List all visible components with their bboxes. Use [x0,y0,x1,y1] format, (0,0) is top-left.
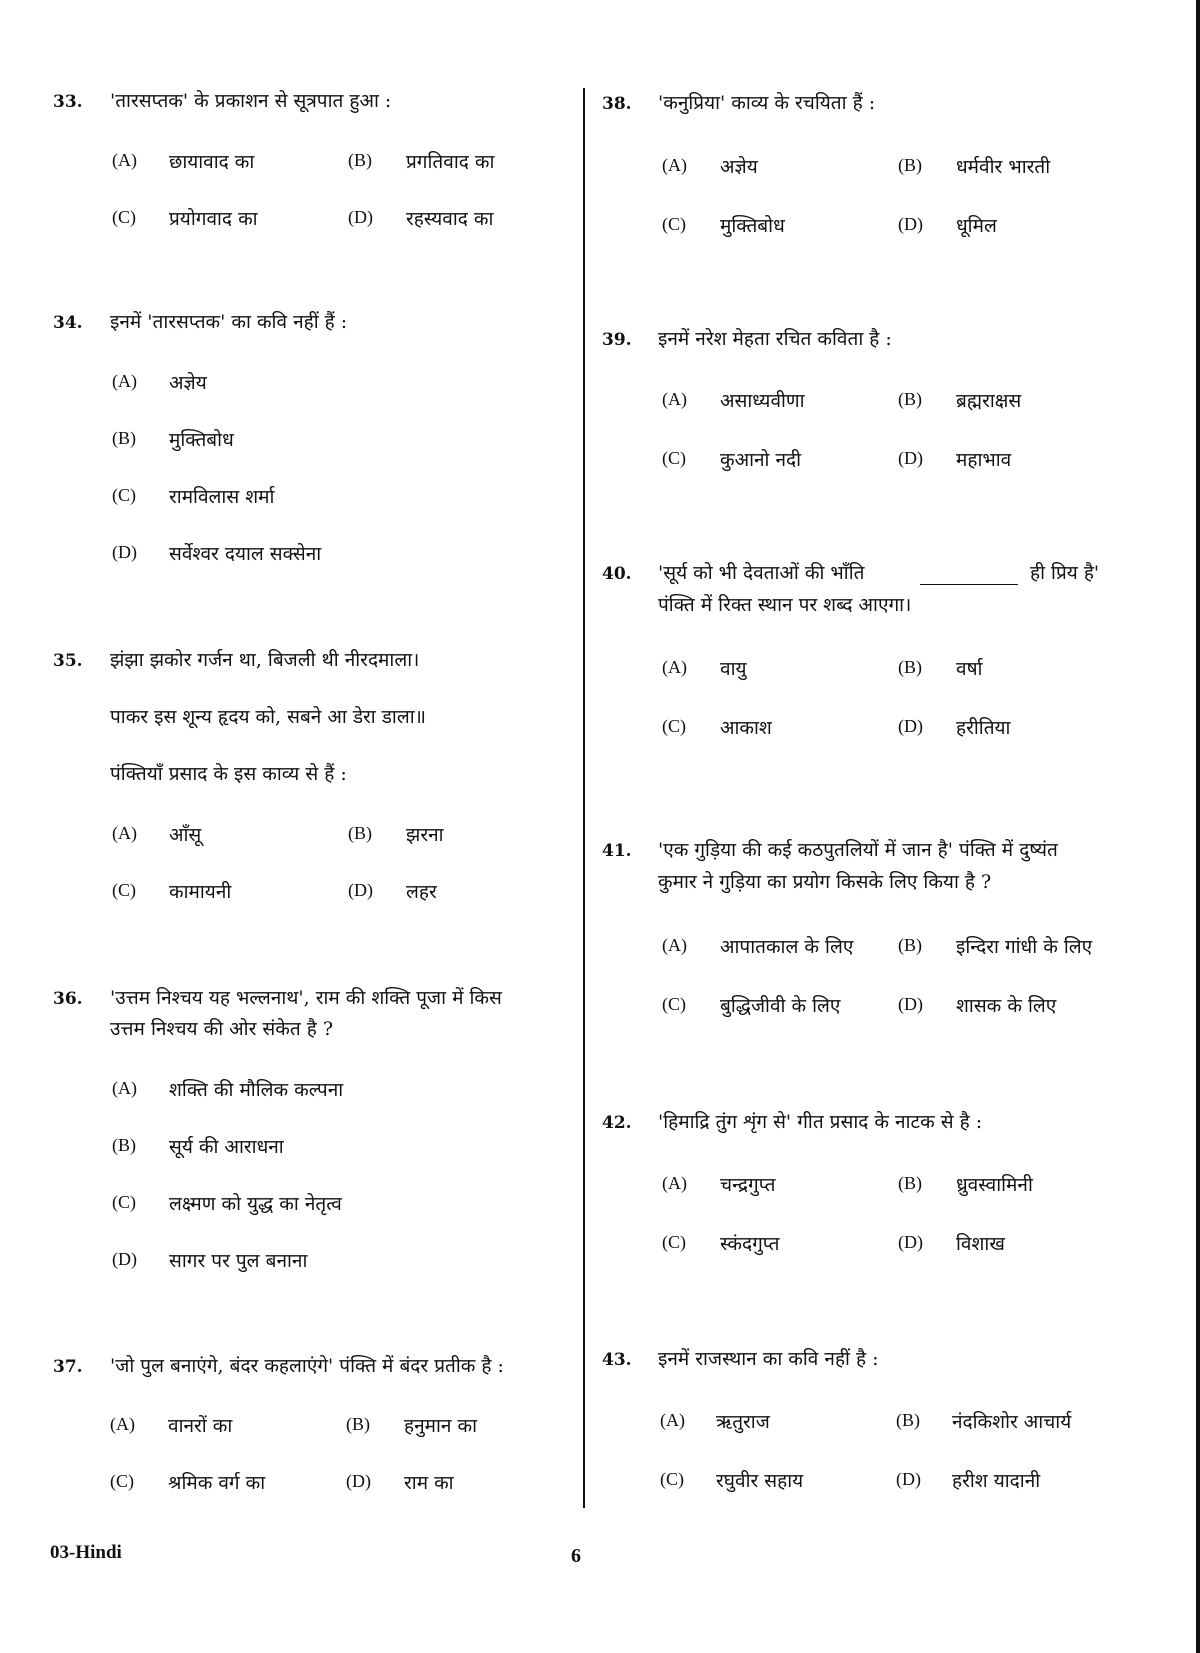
option-text: स्कंदगुप्त [720,1233,780,1255]
question-text: कुमार ने गुड़िया का प्रयोग किसके लिए किया है ? [658,871,992,893]
option-label: (B) [348,823,372,843]
option-label: (A) [662,389,687,409]
page-number: 6 [571,1545,581,1567]
question-text: पंक्ति में रिक्त स्थान पर शब्द आएगा। [658,594,912,616]
option-text: सर्वेश्वर दयाल सक्सेना [169,543,322,565]
question-number: 36. [53,989,83,1009]
option-text: छायावाद का [169,151,255,173]
option-text: रामविलास शर्मा [169,486,275,508]
option-text: श्रमिक वर्ग का [168,1472,266,1494]
option-label: (C) [112,207,136,227]
option-text: धर्मवीर भारती [956,156,1051,178]
question-number: 34. [53,313,83,333]
option-text: वर्षा [956,658,983,680]
option-label: (C) [112,485,136,505]
option-label: (A) [110,1414,135,1434]
option-label: (A) [662,935,687,955]
option-label: (C) [662,1232,686,1252]
question-number: 41. [602,841,632,861]
option-text: आकाश [720,717,772,739]
option-text: असाध्यवीणा [720,390,805,412]
option-text: नंदकिशोर आचार्य [952,1411,1072,1433]
option-label: (A) [112,1078,137,1098]
option-label: (D) [346,1471,371,1491]
option-label: (A) [662,155,687,175]
option-text: चन्द्रगुप्त [720,1174,776,1196]
option-text: रहस्यवाद का [406,208,494,230]
option-text: वायु [720,658,747,680]
option-text: प्रयोगवाद का [169,208,258,230]
option-text: राम का [404,1472,454,1494]
option-text: हरीश यादानी [952,1470,1041,1492]
option-text: धूमिल [956,215,997,237]
option-text: आपातकाल के लिए [720,936,854,958]
option-label: (C) [662,994,686,1014]
option-label: (C) [662,716,686,736]
question-text: 'कनुप्रिया' काव्य के रचयिता हैं : [658,92,876,114]
option-text: रघुवीर सहाय [716,1470,804,1492]
option-label: (A) [112,150,137,170]
option-label: (C) [660,1469,684,1489]
question-verse-line: झंझा झकोर गर्जन था, बिजली थी नीरदमाला। [110,649,420,671]
question-number: 33. [53,92,83,112]
page-edge-bar [1196,0,1200,1653]
option-label: (C) [662,214,686,234]
option-text: वानरों का [168,1415,233,1437]
question-text: इनमें नरेश मेहता रचित कविता है : [658,328,892,350]
option-text: शक्ति की मौलिक कल्पना [169,1079,344,1101]
question-text: 'जो पुल बनाएंगे, बंदर कहलाएंगे' पंक्ति में बंदर प्रतीक है : [110,1355,504,1377]
option-label: (C) [110,1471,134,1491]
option-label: (D) [348,880,373,900]
question-text: 'एक गुड़िया की कई कठपुतलियों में जान है' पंक्ति में दुष्यंत [658,839,1058,861]
option-text: लहर [406,881,437,903]
option-label: (D) [898,1232,923,1252]
option-label: (B) [898,389,922,409]
option-text: लक्ष्मण को युद्ध का नेतृत्व [169,1193,342,1215]
question-text: उत्तम निश्चय की ओर संकेत है ? [110,1018,334,1040]
option-text: सूर्य की आराधना [169,1136,284,1158]
option-label: (B) [898,1173,922,1193]
option-label: (B) [112,1135,136,1155]
option-label: (B) [898,935,922,955]
option-label: (D) [898,214,923,234]
option-label: (D) [898,716,923,736]
option-label: (C) [112,1192,136,1212]
option-label: (B) [346,1414,370,1434]
question-text: इनमें राजस्थान का कवि नहीं है : [658,1348,879,1370]
option-text: हरीतिया [956,717,1011,739]
option-label: (D) [898,994,923,1014]
option-label: (A) [662,657,687,677]
option-text: इन्दिरा गांधी के लिए [956,936,1093,958]
option-label: (C) [662,448,686,468]
question-number: 42. [602,1113,632,1133]
column-divider [583,88,585,1508]
option-label: (B) [898,155,922,175]
option-text: मुक्तिबोध [720,215,785,237]
option-label: (B) [898,657,922,677]
option-label: (A) [662,1173,687,1193]
question-verse-line: पाकर इस शून्य हृदय को, सबने आ डेरा डाला॥ [110,706,427,728]
option-text: आँसू [169,824,202,846]
option-label: (D) [112,542,137,562]
option-text: सागर पर पुल बनाना [169,1250,308,1272]
subject-code: 03-Hindi [50,1542,122,1563]
option-text: झरना [406,824,444,846]
question-text: 'उत्तम निश्चय यह भल्लनाथ', राम की शक्ति पूजा में किस [110,987,502,1009]
option-text: हनुमान का [404,1415,478,1437]
option-label: (D) [898,448,923,468]
option-text: मुक्तिबोध [169,429,234,451]
question-number: 40. [602,564,632,584]
option-text: बुद्धिजीवी के लिए [720,995,841,1017]
option-label: (C) [112,880,136,900]
option-text: विशाख [956,1233,1005,1255]
fill-in-blank [920,566,1018,585]
option-label: (B) [348,150,372,170]
option-label: (B) [112,428,136,448]
option-text: ब्रह्मराक्षस [956,390,1022,412]
option-text: शासक के लिए [956,995,1057,1017]
option-text: ऋतुराज [716,1411,770,1433]
option-label: (D) [112,1249,137,1269]
option-text: अज्ञेय [720,156,758,178]
question-number: 35. [53,651,83,671]
option-label: (D) [896,1469,921,1489]
question-text-part: 'सूर्य को भी देवताओं की भाँति [658,562,865,584]
question-text: 'तारसप्तक' के प्रकाशन से सूत्रपात हुआ : [110,90,392,112]
question-text: इनमें 'तारसप्तक' का कवि नहीं हैं : [110,311,348,333]
option-text: कुआनो नदी [720,449,802,471]
question-number: 37. [53,1357,83,1377]
option-label: (B) [896,1410,920,1430]
option-text: प्रगतिवाद का [406,151,495,173]
question-text: पंक्तियाँ प्रसाद के इस काव्य से हैं : [110,763,347,785]
question-text-part: ही प्रिय है' [1030,562,1100,584]
option-text: ध्रुवस्वामिनी [956,1174,1033,1196]
option-label: (A) [660,1410,685,1430]
question-number: 39. [602,330,632,350]
option-label: (D) [348,207,373,227]
option-text: अज्ञेय [169,372,207,394]
option-label: (A) [112,823,137,843]
option-text: महाभाव [956,449,1012,471]
question-text: 'हिमाद्रि तुंग शृंग से' गीत प्रसाद के नाटक से है : [658,1111,983,1133]
question-number: 38. [602,94,632,114]
option-text: कामायनी [169,881,232,903]
question-number: 43. [602,1350,632,1370]
option-label: (A) [112,371,137,391]
